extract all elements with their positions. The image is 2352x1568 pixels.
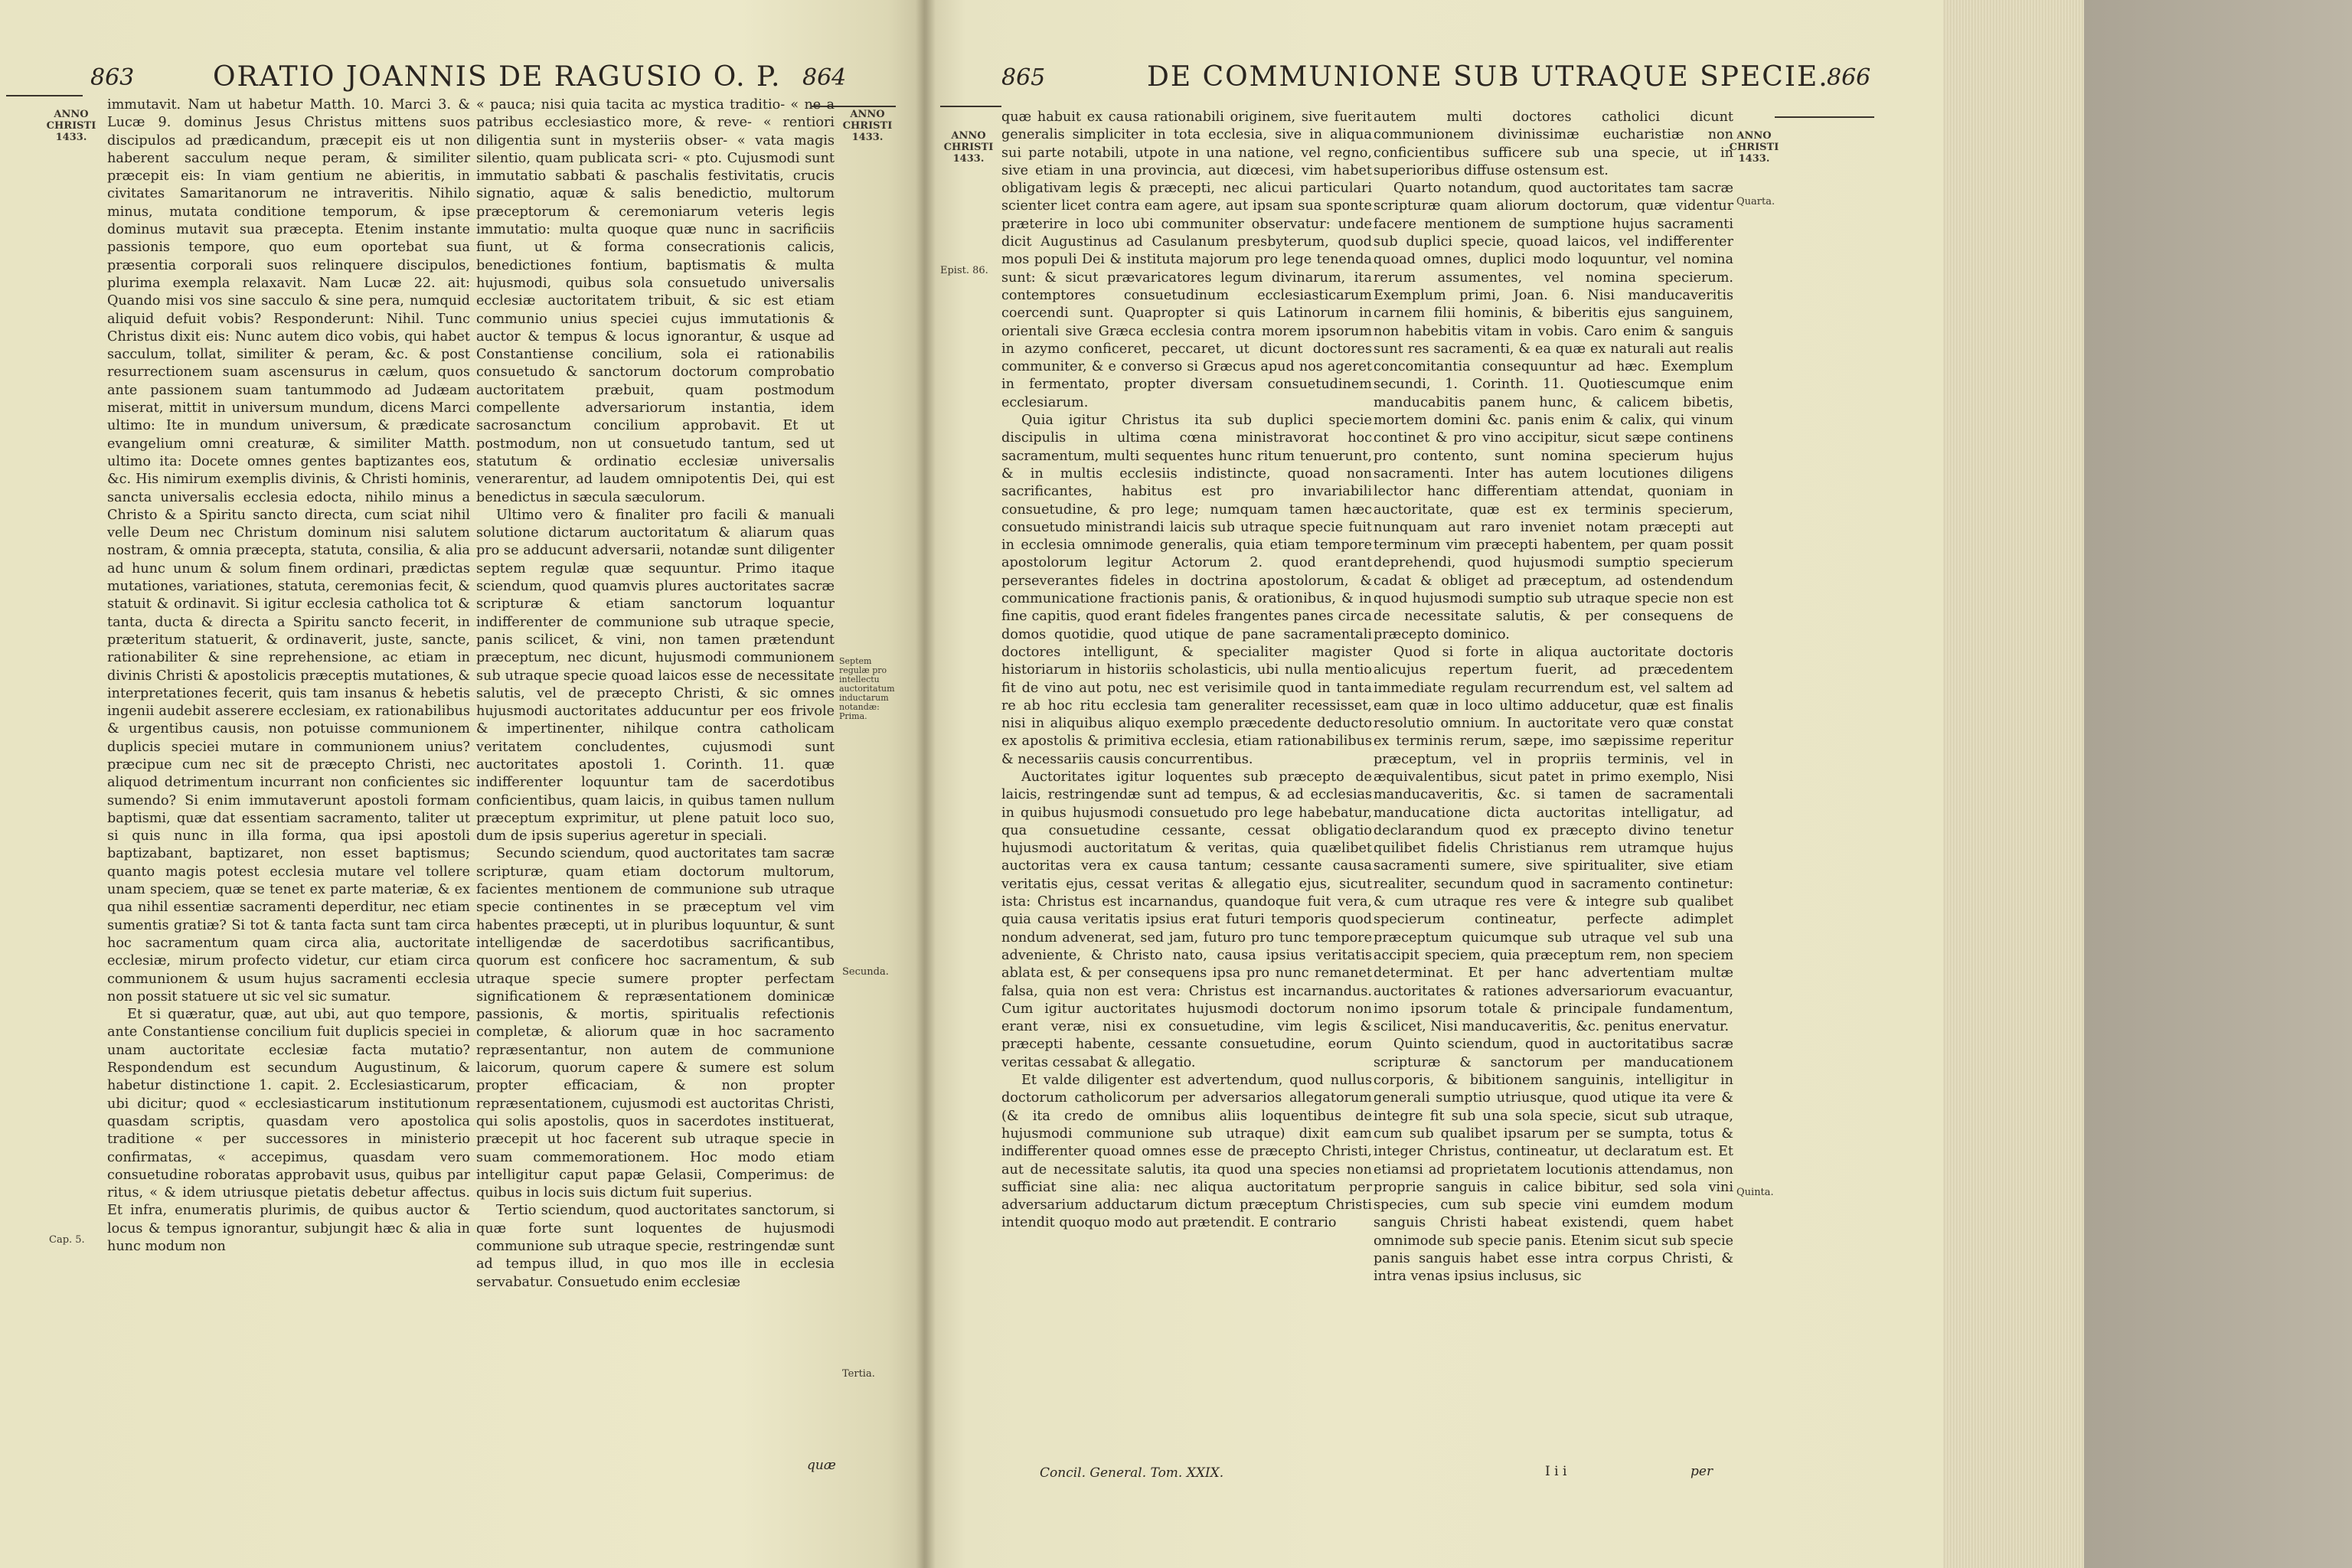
left-col1-para-2: Et si quæratur, quæ, aut ubi, aut quo tempore, ante Constantiense concilium fuit duplicis speciei in unam auctoritate ecclesiæ facta mutatio? Respondendum est secundum Augustinum, & habetur distinctione 1. capit. 2. Ecclesiasticarum, ubi dicitur; quod « ecclesiasticarum institutionum quasdam scriptis, quasdam vero apostolica traditione « per successores in ministerio confirmatas, « accepimus, quasdam vero consuetudine roboratas approbavit usus, quibus par ritus, « & idem utriusque pietatis debetur affectus. Et infra, enumeratis plurimis, de quibus auctor & locus & tempus ignorantur, subjungit hæc & alia in hunc modum non bbox=[107, 1007, 470, 1254]
left-margin-year: ANNO CHRISTI 1433. bbox=[46, 109, 96, 143]
left-side-label-tertia: Tertia. bbox=[842, 1368, 875, 1380]
left-col2-para-1: « pauca; nisi quia tacita ac mystica traditio- « ne a patribus ecclesiastico more, & reve- « rentiori diligentia sunt in mysteriis obser- « vata magis silentio, quam publicata scri- « pto. Cujusmodi sunt immutatio sabbati & paschalis festivitatis, crucis signatio, aquæ & salis benedictio, multorum præceptorum & ceremoniarum veteris legis immutatio: multa quoque quæ nunc in sacrificiis fiunt, ut & forma consecrationis calicis, benedictiones fontium, baptismatis & multa hujusmodi, quibus sola consuetudo universalis ecclesiæ auctoritatem tribuit, & sic est etiam communio unius speciei cujus immutationis & auctor & tempus & locus ignorantur, & usque ad Constantiense concilium, sola ei rationabilis consuetudo & sanctorum doctorum comprobatio auctoritatem præbuit, quam postmodum compellente adversariorum instantia, idem sacrosanctum concilium approbavit. Et ut postmodum, non ut consuetudo tantum, sed ut statutum & ordinatio ecclesiæ universalis venerarentur, ad laudem omnipotentis Dei, qui est benedictus in sæcula sæculorum. bbox=[476, 97, 835, 505]
page-edges bbox=[1943, 0, 2086, 1568]
right-column-1 bbox=[1001, 109, 1372, 1468]
left-column-1 bbox=[107, 96, 470, 1475]
right-col2-para-3: Quod si forte in aliqua auctoritate doctoris alicujus repertum fuerit, ad præcedentem immediate regulam recurrendum est, vel saltem ad eam quæ in loco ultimo adducetur, quæ est finalis resolutio omnium. In auctoritate vero quæ constat ex terminis rerum, sæpe, imo sæpissime reperitur præceptum, vel in propriis terminis, vel in æquivalentibus, sicut patet in primo exemplo, Nisi manducaveritis, &c. si tamen de sacramentali manducatione dicta auctoritas intelligatur, ad declarandum quod ex præcepto divino tenetur quilibet fidelis Christianus rem utramque hujus sacramenti sumere, sive spiritualiter, sive etiam realiter, secundum quod in sacramento continetur: & cum utraque res vere & integre sub qualibet specierum contineatur, perfecte adimplet præceptum quicumque sub utraque vel sub una accipit speciem, quia præceptum rem, non speciem determinat. Et per hanc advertentiam multæ auctoritates & rationes adversariorum evacuantur, imo ipsorum totale & principale fundamentum, scilicet, Nisi manducaveritis, &c. penitus enervatur. bbox=[1374, 644, 1733, 1035]
right-col1-para-2: Quia igitur Christus ita sub duplici specie discipulis in ultima cœna ministravorat hoc sacramentum, multi sequentes hunc ritum tenuerunt, & in multis ecclesiis indistincte, quoad non sacrificantes, habitus est pro invariabili consuetudine, & pro lege; numquam tamen hæc consuetudo ministrandi laicis sub utraque specie fuit in ecclesia omnimode generalis, quia etiam tempore apostolorum legitur Actorum 2. quod erant perseverantes fideles in doctrina apostolorum, & communicatione fractionis panis, & orationibus, & in fine capitis, quod erant fideles frangentes panes circa domos quotidie, quod utique de pane sacramentali doctores intelligunt, & specialiter magister historiarum in historiis scholasticis, ubi nulla mentio fit de vino aut potu, nec est verisimile quod in tanta re ab hoc ritu ecclesia tam generaliter recessisset, nisi in aliquibus aliquo exemplo præcedente deducto ex apostolis & primitiva ecclesia, etiam rationabilibus & necessariis causis concurrentibus. bbox=[1001, 413, 1372, 767]
left-side-label-secunda: Secunda. bbox=[842, 966, 889, 978]
right-col2-para-1: autem multi doctores catholici dicunt communionem divinissimæ eucharistiæ non conficientibus sufficere sub una specie, ut in superioribus diffuse ostensum est. bbox=[1374, 109, 1733, 178]
right-col1-para-4: Et valde diligenter est advertendum, quod nullus doctorum catholicorum per adversarios allegatorum (& ita credo de omnibus aliis loquentibus de hujusmodi communione sub utraque) dixit eam indifferenter quoad omnes esse de præcepto Christi, aut de necessitate salutis, ita quod una species non sufficiat sine alia: nec aliqua auctoritatum per adversarium adductarum dictum præceptum Christi intendit quoquo modo aut prætendit. E contrario bbox=[1001, 1073, 1372, 1231]
left-running-head bbox=[90, 61, 871, 101]
right-footer-volume: Concil. General. Tom. XXIX. bbox=[1040, 1465, 1224, 1481]
right-col1-para-1: quæ habuit ex causa rationabili originem, sive fuerit generalis simpliciter in tota ecclesia, sive in aliqua sui parte notabili, utpote in una natione, vel regno, sive etiam in una provincia, aut diœcesi, vim habet obligativam legis & præcepti, nec alicui particulari scienter licet contra eam agere, aut ipsam sua sponte præterire in loco ubi communiter observatur: unde dicit Augustinus ad Casulanum presbyterum, quod mos populi Dei & instituta majorum pro lege tenenda sunt: & sicut prævaricatores legum divinarum, ita contemptores consuetudinum ecclesiasticarum coercendi sunt. Quapropter si quis Latinorum in orientali sive Græca ecclesia contra morem ipsorum in azymo conficeret, peccaret, ut dicunt doctores communiter, & e converso si Græcus apud nos ageret in fermentato, propter diversam consuetudinem ecclesiarum. bbox=[1001, 109, 1372, 410]
left-column-2 bbox=[476, 96, 835, 1475]
right-side-label-quarta: Quarta. bbox=[1736, 196, 1775, 207]
book-gutter bbox=[916, 0, 936, 1568]
left-col2-para-2: Ultimo vero & finaliter pro facili & manuali solutione dictarum auctoritatum & aliarum quas pro se adducunt adversarii, notandæ sunt diligenter septem regulæ quæ sequuntur. Primo itaque sciendum, quod quamvis plures auctoritates sacræ scripturæ & etiam sanctorum loquantur indifferenter de communione sub utraque specie, panis scilicet, & vini, non tamen prætendunt præceptum, nec dicunt, hujusmodi communionem sub utraque specie quoad laicos esse de necessitate salutis, vel de præcepto Christi, & sic omnes hujusmodi auctoritates adducuntur per eos frivole & impertinenter, nihilque contra catholicam veritatem concludentes, cujusmodi sunt auctoritates apostoli 1. Corinth. 11. quæ indifferenter loquuntur tam de sacerdotibus conficientibus, quam laicis, in quibus tamen nullum præceptum exprimitur, ut plene patuit loco suo, dum de ipsis superius ageretur in speciali. bbox=[476, 507, 835, 844]
left-catchword: quæ bbox=[807, 1458, 836, 1473]
right-head-rule-a bbox=[940, 106, 1001, 107]
left-page bbox=[0, 0, 925, 1568]
page-number-863: 863 bbox=[90, 64, 135, 91]
right-column-2 bbox=[1374, 109, 1733, 1468]
right-col2-para-4: Quinto sciendum, quod in auctoritatibus sacræ scripturæ & sanctorum per manducationem corporis, & bibitionem sanguinis, intelligitur in generali sumptio utriusque, quod utique ita vere & integre fit sub una sola specie, sicut sub utraque, cum sub qualibet ipsarum per se sumpta, totus & integer Christus, contineatur, ut declaratum est. Et etiamsi ad proprietatem locutionis attendamus, non proprie sanguis in calice bibitur, sed sola vini species, cum sub specie vini eumdem modum sanguis Christi habeat existendi, quem habet omnimode sub specie panis. Etenim sicut sub specie panis sanguis habet esse intra corpus Christi, & intra venas ipsius inclusus, sic bbox=[1374, 1037, 1733, 1285]
right-col2-para-2: Quarto notandum, quod auctoritates tam sacræ scripturæ quam aliorum doctorum, quæ videntur facere mentionem de sumptione hujus sacramenti sub duplici specie, quoad laicos, vel indifferenter quoad omnes, duplici modo loquuntur, vel nomina rerum assumentes, vel nomina specierum. Exemplum primi, Joan. 6. Nisi manducaveritis carnem filii hominis, & biberitis ejus sanguinem, non habebitis vitam in vobis. Caro enim & sanguis sunt res sacramenti, & ea quæ ex naturali aut realis concomitantia consequuntur ad hæc. Exemplum secundi, 1. Corinth. 11. Quotiescumque enim manducabitis panem hunc, & calicem bibetis, mortem domini &c. panis enim & calix, qui vinum continet & pro vino accipitur, sicut sæpe continens pro contento, sunt nomina specierum hujus sacramenti. Inter has autem locutiones diligens lector hanc differentiam attendat, quoniam in auctoritate, quæ est ex terminis specierum, nunquam aut raro inveniet notam præcepti aut terminum vim præcepti habentem, per quam possit deprehendi, quod hujusmodi sumptio specierum cadat & obliget ad præceptum, ad ostendendum quod hujusmodi sumptio sub utraque specie non est de necessitate salutis, & per consequens de præcepto dominico. bbox=[1374, 181, 1733, 642]
right-running-head bbox=[1001, 61, 1890, 101]
right-side-label-epist: Epist. 86. bbox=[940, 265, 988, 276]
right-page bbox=[925, 0, 1943, 1568]
background-surface bbox=[2084, 0, 2352, 1568]
right-side-label-quinta: Quinta. bbox=[1736, 1187, 1774, 1198]
left-col1-para-1: immutavit. Nam ut habetur Matth. 10. Marci 3. & Lucæ 9. dominus Jesus Christus mittens suos discipulos ad prædicandum, præcepit eis ut non haberent sacculum neque peram, & similiter præcepit eis: In viam gentium ne abieritis, in civitates Samaritanorum ne intraveritis. Nihilo minus, mutata conditione temporum, & ipse dominus mutavit sua præcepta. Etenim instante passionis tempore, quo eum oportebat sua præsentia corporali suos relinquere discipulos, plurima exempla relaxavit. Nam Lucæ 22. ait: Quando misi vos sine sacculo & sine pera, numquid aliquid defuit vobis? Responderunt: Nihil. Tunc Christus dixit eis: Nunc autem dico vobis, qui habet sacculum, tollat, similiter & peram, &c. & post resurrectionem suam ascensurus in cælum, quos ante passionem suam tantummodo ad Judæam miserat, mittit in universum mundum, dicens Marci ultimo: Ite in mundum universum, & prædicate evangelium omni creaturæ, & similiter Matth. ultimo ita: Docete omnes gentes baptizantes eos, &c. His nimirum exemplis divinis, & Christi hominis, sancta universalis ecclesia edocta, nihilo minus a Christo & a Spiritu sancto directa, cum sciat nihil velle Deum nec Christum dominum nisi salutem nostram, & omnia præcepta, statuta, consilia, & alia ad hunc unum & solum finem ordinari, prædictas mutationes, variationes, statuta, ceremonias fecit, & statuit & ordinavit. Si igitur ecclesia catholica tot & tanta, ducta & directa a Spiritu sancto fecerit, in præteritum statuerit, & ordinaverit, juste, sancte, rationabiliter & sine reprehensione, ac etiam in divinis Christi & apostolicis præceptis mutationes, & interpretationes fecerit, quis tam insanus & hebetis ingenii audebit asserere ecclesiam, ex rationabilibus & urgentibus causis, non potuisse communionem duplicis speciei mutare in communionem unius? præcipue cum nec sit de præcepto Christi, nec aliquod detrimentum incurrant non conficientes sic sumendo? Si enim immutaverunt apostoli formam baptismi, quæ dat essentiam sacramento, taliter ut si quis nunc in illa forma, qua ipsi apostoli baptizabant, baptizaret, non esset baptismus; quanto magis potest ecclesia mutare vel tollere unam speciem, quæ se tenet ex parte materiæ, & ex qua nihil essentiæ sacramenti deperditur, nec etiam sumentis gratiæ? Si tot & tanta facta sunt tam circa hoc sacramentum quam circa alia, auctoritate ecclesiæ, mirum profecto videtur, cur etiam circa communionem & usum hujus sacramenti ecclesia non possit statuere ut sic vel sic sumatur. bbox=[107, 97, 470, 1004]
left-margin-year-right: ANNO CHRISTI 1433. bbox=[842, 109, 893, 143]
right-margin-year: ANNO CHRISTI 1433. bbox=[943, 130, 994, 165]
right-margin-year-right: ANNO CHRISTI 1433. bbox=[1729, 130, 1779, 165]
right-page-title: DE COMMUNIONE SUB UTRAQUE SPECIE. bbox=[1147, 61, 1829, 93]
left-col2-para-4: Tertio sciendum, quod auctoritates sanctorum, si quæ forte sunt loquentes de hujusmodi communione sub utraque specie, restringendæ sunt ad tempus illud, in quo mos ille in ecclesia servabatur. Consuetudo enim ecclesiæ bbox=[476, 1203, 835, 1290]
left-side-label-prima: Septem regulæ pro intellectu auctoritatum inductarum notandæ: Prima. bbox=[839, 656, 895, 721]
left-head-rule-a bbox=[6, 95, 83, 96]
page-number-866: 866 bbox=[1827, 64, 1871, 91]
left-side-label-cap5: Cap. 5. bbox=[49, 1234, 85, 1246]
right-catchword: per bbox=[1690, 1464, 1713, 1479]
right-head-rule-b bbox=[1775, 116, 1874, 118]
page-number-865: 865 bbox=[1001, 64, 1046, 91]
right-signature-mark: I i i bbox=[1545, 1464, 1567, 1479]
left-page-title: ORATIO JOANNIS DE RAGUSIO O. P. bbox=[213, 61, 782, 93]
page-number-864: 864 bbox=[802, 64, 847, 91]
left-col2-para-3: Secundo sciendum, quod auctoritates tam sacræ scripturæ, quam etiam doctorum multorum, facientes mentionem de communione sub utraque specie continentes in se præceptum vel vim habentes præcepti, ut in pluribus loquuntur, & sunt intelligendæ de sacerdotibus sacrificantibus, quorum est conficere hoc sacramentum, & sub utraque specie sumere propter perfectam significationem & repræsentationem dominicæ passionis, & mortis, spiritualis refectionis completæ, & aliorum quæ in hoc sacramento repræsentantur, non autem de communione laicorum, quorum capere & sumere est solum propter efficaciam, & non propter repræsentationem, cujusmodi est auctoritas Christi, qui solis apostolis, quos in sacerdotes instituerat, præcepit ut hoc facerent sub utraque specie in suam commemorationem. Hoc modo etiam intelligitur caput papæ Gelasii, Comperimus: de quibus in locis suis dictum fuit superius. bbox=[476, 846, 835, 1201]
right-col1-para-3: Auctoritates igitur loquentes sub præcepto de laicis, restringendæ sunt ad tempus, & ad ecclesias in quibus hujusmodi consuetudo pro lege habebatur, qua consuetudine cessante, cessat obligatio hujusmodi auctoritatum & veritas, quia quælibet auctoritas vera ex causa tantum; cessante causa veritatis ejus, cessat veritas & allegatio ejus, sicut ista: Christus est incarnandus, quandoque fuit vera, quia causa veritatis ipsius erat futuri temporis quod nondum advenerat, sed jam, futuro pro tunc tempore adveniente, & Christo nato, causa ipsius veritatis ablata est, & per consequens ipsa pro nunc remanet falsa, quia non est vera: Christus est incarnandus. Cum igitur auctoritates hujusmodi doctorum non erant veræ, nisi ex consuetudine, vim legis & præcepti habente, cessante consuetudine, eorum veritas cessabat & allegatio. bbox=[1001, 769, 1372, 1070]
